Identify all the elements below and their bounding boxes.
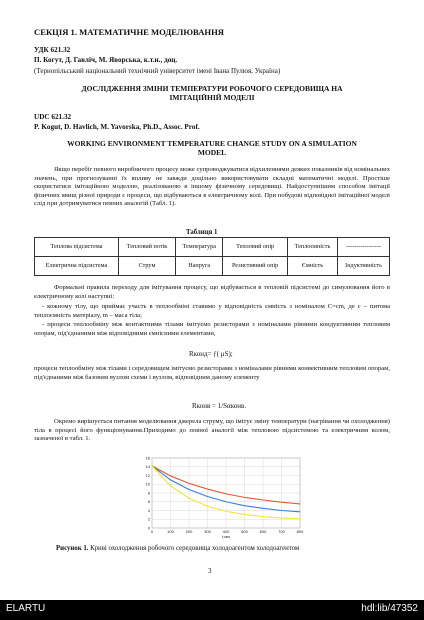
x-tick-label: 200 [185, 529, 193, 534]
figure-caption [56, 545, 299, 552]
table-cell: Індуктивність [338, 257, 390, 276]
y-tick-label: 8 [147, 490, 150, 496]
affiliation: (Тернопільський національний технічний університет імені Івана Пулюя, Україна) [34, 67, 281, 75]
table-row [35, 257, 390, 276]
table-cell: Температура [175, 238, 223, 257]
x-tick-label: 400 [222, 529, 230, 534]
y-tick-label: 2 [147, 516, 150, 522]
table-cell: Теплова підсистема [35, 238, 119, 257]
table-cell: ----------------- [338, 238, 390, 257]
x-tick-label: 500 [241, 529, 248, 534]
paragraph-source: Окремо вирішується питання моделювання джерела струму, що імітує зміну температури (нагрівання чи охолодження) тіла в процесі його функціонування.Приходимо до повної аналогії між тепловою підсистемою та електричним колом, зазначеної в табл. 1. [34, 418, 390, 443]
authors-ua: П. Когут, Д. Гавліч, М. Яворська, к.т.н., доц. [34, 56, 178, 64]
analogy-table [34, 237, 390, 276]
y-tick-label: 6 [147, 499, 150, 505]
table-cell: Тепловий потік [119, 238, 176, 257]
table-cell: Напруга [175, 257, 223, 276]
udk-code: УДК 621.32 [34, 46, 71, 54]
x-axis-label: t,мм [222, 534, 230, 539]
title-ua: ДОСЛІДЖЕННЯ ЗМІНИ ТЕМПЕРАТУРИ РОБОЧОГО СЕРЕДОВИЩА НА ІМІТАЦІЙНІЙ МОДЕЛІ [81, 84, 343, 102]
formula-conductive: Rконд= ƒ( μS); [189, 350, 233, 358]
title-en: WORKING ENVIRONMENT TEMPERATURE CHANGE STUDY ON A SIMULATION MODEL [67, 139, 357, 157]
y-tick-label: 4 [147, 507, 150, 513]
table-row [35, 238, 390, 257]
table-cell: Теплоємність [287, 238, 337, 257]
cooling-curves-chart [138, 454, 306, 540]
x-tick-label: 100 [167, 529, 174, 534]
x-tick-label: 300 [204, 529, 211, 534]
bullet-capacity: - кожному тілу, що приймає участь в теплообміні ставимо у відповідність ємність з номіналом C=cm, де c – питома теплоємність матеріалу, m – маса тіла; [34, 303, 390, 319]
authors-en: P. Kogut, D. Havlich, M. Yavorska, Ph.D., Assoc. Prof. [34, 123, 200, 131]
page-number: 3 [208, 567, 212, 575]
section-heading: СЕКЦІЯ 1. МАТЕМАТИЧНЕ МОДЕЛЮВАННЯ [34, 27, 224, 37]
caption-label: Рисунок 1. [56, 545, 89, 552]
table-cell: Струм [119, 257, 176, 276]
table-cell: Тепловий опір [223, 238, 287, 257]
table-title: Таблиця 1 [186, 229, 218, 236]
x-tick-label: 700 [278, 529, 285, 534]
y-tick-label: 10 [145, 481, 150, 487]
y-tick-label: 14 [145, 464, 150, 470]
udc-code: UDC 621.32 [34, 113, 72, 121]
paragraph-convective: процеси теплообміну між тілами і середовищем імітуємо резисторами з номіналами рівними конвективним тепловим опорам, під'єднаними між базовим вузлом схеми і вузлом, відповідним даному елементу [34, 365, 390, 381]
footer-bar [0, 600, 424, 620]
y-tick-label: 16 [145, 455, 150, 461]
x-tick-label: 800 [296, 529, 304, 534]
table-cell: Ємність [287, 257, 337, 276]
paragraph-rules: Формальні правила переходу для імітування процесу, що відбувається в тепловій підсистемі до симулювання його в електричному колі наступні: [34, 284, 390, 300]
y-tick-label: 12 [145, 472, 150, 478]
formula-convective: Rконв = 1/Sαконв. [192, 402, 247, 410]
caption-text: Криві охолодження робочого середовища холодоагентом холодоагентом [88, 545, 300, 552]
repository-name: ELARTU [6, 603, 46, 614]
paragraph-intro: Якщо перебіг певного виробничого процесу може супроводжуватися відхиленнями деяких показників від номінальних значень, при прогнозуванні їх впливу не завжди доцільно використовувати складні математичні моделі. Простіше скористатися імітаційною моделлю, реалізованою в іншому фізичному середовищі. Найдоступнішим способом імітації фізичних явищ різної природи є процеси, що відбуваються в електричному колі. При побудові відповідної імітаційної моделі слід при дотримуватися певних аналогій (Табл. 1). [34, 166, 390, 208]
handle-id: hdl:lib/47352 [361, 603, 418, 614]
table-cell: Резистивний опір [223, 257, 287, 276]
x-tick-label: 0 [150, 529, 154, 534]
bullet-conductive: - процеси теплообміну між контактними тілами імітуємо резисторами з номіналами рівними кондуктивним тепловим опорам, під'єднаними між відповідними ємнісними елементами, [34, 321, 390, 337]
table-cell: Електрична підсистема [35, 257, 119, 276]
x-tick-label: 600 [259, 529, 267, 534]
y-tick-label: 0 [147, 525, 150, 531]
